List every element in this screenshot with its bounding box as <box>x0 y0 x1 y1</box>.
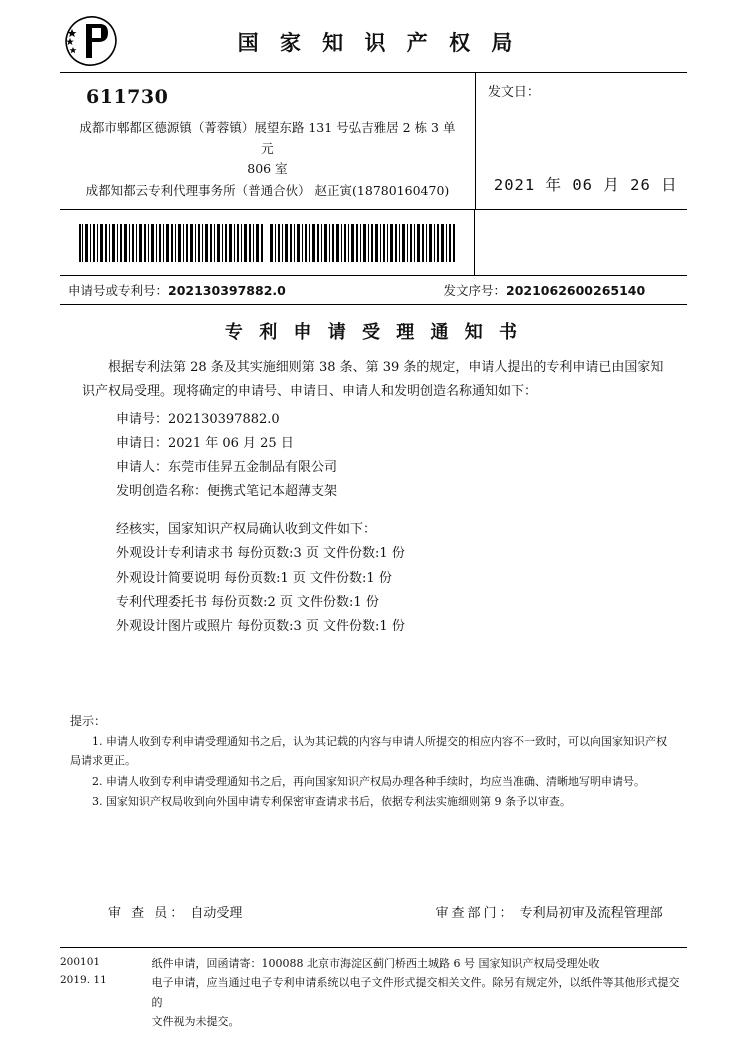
issue-date-value: 2021 年 06 月 26 日 <box>493 176 678 195</box>
document-header <box>60 12 687 73</box>
document-number-value: 2021062600265140 <box>506 283 646 299</box>
application-number-label: 申请号或专利号： <box>68 283 169 299</box>
addressee-block <box>60 73 476 209</box>
department-label: 审查部门： <box>435 906 516 921</box>
document-title: 专 利 申 请 受 理 通 知 书 <box>224 322 523 344</box>
cnipa-emblem-icon <box>64 16 118 66</box>
tips-label: 提示： <box>70 714 107 728</box>
received-document-2: 外观设计简要说明 每份页数:1 页 文件份数:1 份 <box>116 570 392 586</box>
department-cell <box>374 902 688 921</box>
intro-paragraph: 根据专利法第 28 条及其实施细则第 38 条、第 39 条的规定，申请人提出的专利申请已由国家知识产权局受理。现将确定的申请号、申请日、申请人和发明创造名称通知如下： <box>82 360 664 400</box>
document-number-label: 发文序号： <box>443 283 507 299</box>
body-spacer <box>82 504 665 518</box>
examiner-label: 审 查 员： <box>108 906 187 921</box>
received-document-3: 专利代理委托书 每份页数:2 页 文件份数:1 份 <box>116 594 379 610</box>
footer-text <box>139 954 687 1031</box>
tip-item-2: 2. 申请人收到专利申请受理通知书之后，再向国家知识产权局办理各种手续时，均应当准确、清晰地写明申请号。 <box>92 774 645 788</box>
page-title: 国 家 知 识 产 权 局 <box>237 30 520 55</box>
recipient-code: 611730 <box>86 86 169 108</box>
footer-code-2: 2019. 11 <box>60 973 107 986</box>
barcode-document-number <box>270 224 455 262</box>
barcode-right-cell <box>475 210 687 275</box>
document-footer <box>60 947 687 1031</box>
tip-item-1: 1. 申请人收到专利申请受理通知书之后，认为其记载的内容与申请人所提交的相应内容不一致时，可以向国家知识产权局请求更正。 <box>70 735 667 768</box>
signature-row <box>60 902 687 921</box>
tip-item-3: 3. 国家知识产权局收到向外国申请专利保密审查请求书后，依据专利法实施细则第 9 条予以审查。 <box>92 794 571 808</box>
footer-line-3: 文件视为未提交。 <box>151 1014 240 1028</box>
footer-line-2: 电子申请，应当通过电子专利申请系统以电子文件形式提交相关文件。除另有规定外，以纸件等其他形式提交的 <box>151 976 680 1009</box>
numbers-row <box>60 276 687 305</box>
application-number-cell <box>60 281 374 299</box>
department-value: 专利局初审及流程管理部 <box>519 906 663 921</box>
footer-codes <box>60 954 139 1031</box>
footer-code-1: 200101 <box>60 956 101 968</box>
issue-date-label: 发文日： <box>487 85 540 100</box>
received-document-4: 外观设计图片或照片 每份页数:3 页 文件份数:1 份 <box>116 618 405 634</box>
issue-date-block <box>476 73 687 209</box>
notice-document <box>60 12 687 1032</box>
field-invention-title: 发明创造名称：便携式笔记本超薄支架 <box>116 484 338 500</box>
application-number-value: 202130397882.0 <box>168 283 286 299</box>
address-line-2: 806 室 <box>247 161 288 177</box>
field-application-number: 申请号：202130397882.0 <box>116 412 280 428</box>
tips-section <box>60 712 687 812</box>
barcode-application-number <box>79 224 264 262</box>
document-number-cell <box>374 281 688 299</box>
footer-line-1: 纸件申请，回函请寄：100088 北京市海淀区蓟门桥西土城路 6 号 国家知识产权局受理处收 <box>151 957 600 970</box>
field-applicant: 申请人：东莞市佳昇五金制品有限公司 <box>116 460 338 476</box>
received-document-1: 外观设计专利请求书 每份页数:3 页 文件份数:1 份 <box>116 546 405 562</box>
barcode-container <box>60 210 475 275</box>
address-row <box>60 73 687 210</box>
agency-line: 成都知都云专利代理事务所（普通合伙） 赵正寅(18780160470) <box>85 182 450 198</box>
barcode-row <box>60 210 687 276</box>
examiner-value: 自动受理 <box>190 906 243 921</box>
examiner-cell <box>60 902 374 921</box>
document-body <box>60 356 687 639</box>
field-application-date: 申请日：2021 年 06 月 25 日 <box>116 436 294 452</box>
verification-intro: 经核实，国家知识产权局确认收到文件如下： <box>116 522 377 538</box>
address-line-1: 成都市郫都区德源镇（菁蓉镇）展望东路 131 号弘吉雅居 2 栋 3 单元 <box>79 120 456 156</box>
